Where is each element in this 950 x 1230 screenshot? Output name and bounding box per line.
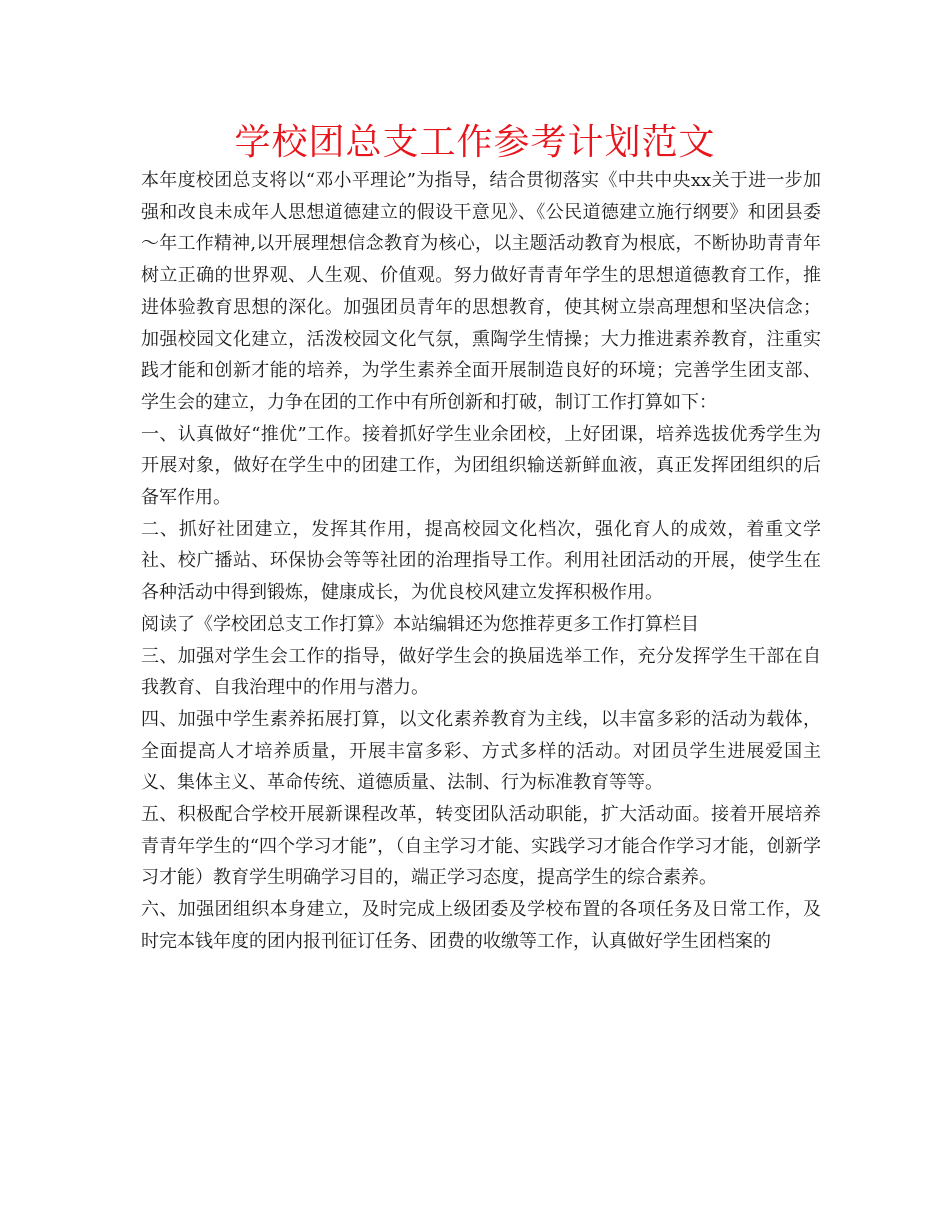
paragraph-item-1: 一、认真做好“推优”工作。接着抓好学生业余团校，上好团课，培养选拔优秀学生为开展对象，做好在学生中的团建工作，为团组织输送新鲜血液，真正发挥团组织的后备军作用。 (141, 423, 821, 509)
document-body (141, 165, 821, 958)
paragraph-item-6: 六、加强团组织本身建立，及时完成上级团委及学校布置的各项任务及日常工作，及时完本钱年度的团内报刊征订任务、团费的收缴等工作，认真做好学生团档案的 (141, 899, 821, 952)
paragraph-recommendation: 阅读了《学校团总支工作打算》本站编辑还为您推荐更多工作打算栏目 (141, 613, 699, 635)
paragraph-item-2: 二、抓好社团建立，发挥其作用，提高校园文化档次，强化育人的成效，着重文学社、校广播站、环保协会等等社团的治理指导工作。利用社团活动的开展，使学生在各种活动中得到锻炼，健康成长，为优良校风建立发挥积极作用。 (141, 518, 821, 604)
paragraph-intro: 本年度校团总支将以“邓小平理论”为指导，结合贯彻落实《中共中央xx关于进一步加强和改良未成年人思想道德建立的假设干意见》、《公民道德建立施行纲要》和团县委～年工作精神,以开展理想信念教育为核心，以主题活动教育为根底，不断协助青青年树立正确的世界观、人生观、价值观。努力做好青青年学生的思想道德教育工作，推进体验教育思想的深化。加强团员青年的思想教育，使其树立崇高理想和坚决信念；加强校园文化建立，活泼校园文化气氛，熏陶学生情操；大力推进素养教育，注重实践才能和创新才能的培养，为学生素养全面开展制造良好的环境；完善学生团支部、学生会的建立，力争在团的工作中有所创新和打破，制订工作打算如下： (141, 170, 821, 413)
paragraph-item-3: 三、加强对学生会工作的指导，做好学生会的换届选举工作，充分发挥学生干部在自我教育、自我治理中的作用与潜力。 (141, 645, 821, 699)
document-title: 学校团总支工作参考计划范文 (234, 122, 716, 163)
paragraph-item-4: 四、加强中学生素养拓展打算，以文化素养教育为主线，以丰富多彩的活动为载体，全面提高人才培养质量，开展丰富多彩、方式多样的活动。对团员学生进展爱国主义、集体主义、革命传统、道德质量、法制、行为标准教育等等。 (141, 708, 821, 794)
paragraph-item-5: 五、积极配合学校开展新课程改革，转变团队活动职能，扩大活动面。接着开展培养青青年学生的“四个学习才能”，（自主学习才能、实践学习才能合作学习才能，创新学习才能）教育学生明确学习目的，端正学习态度，提高学生的综合素养。 (141, 804, 821, 889)
